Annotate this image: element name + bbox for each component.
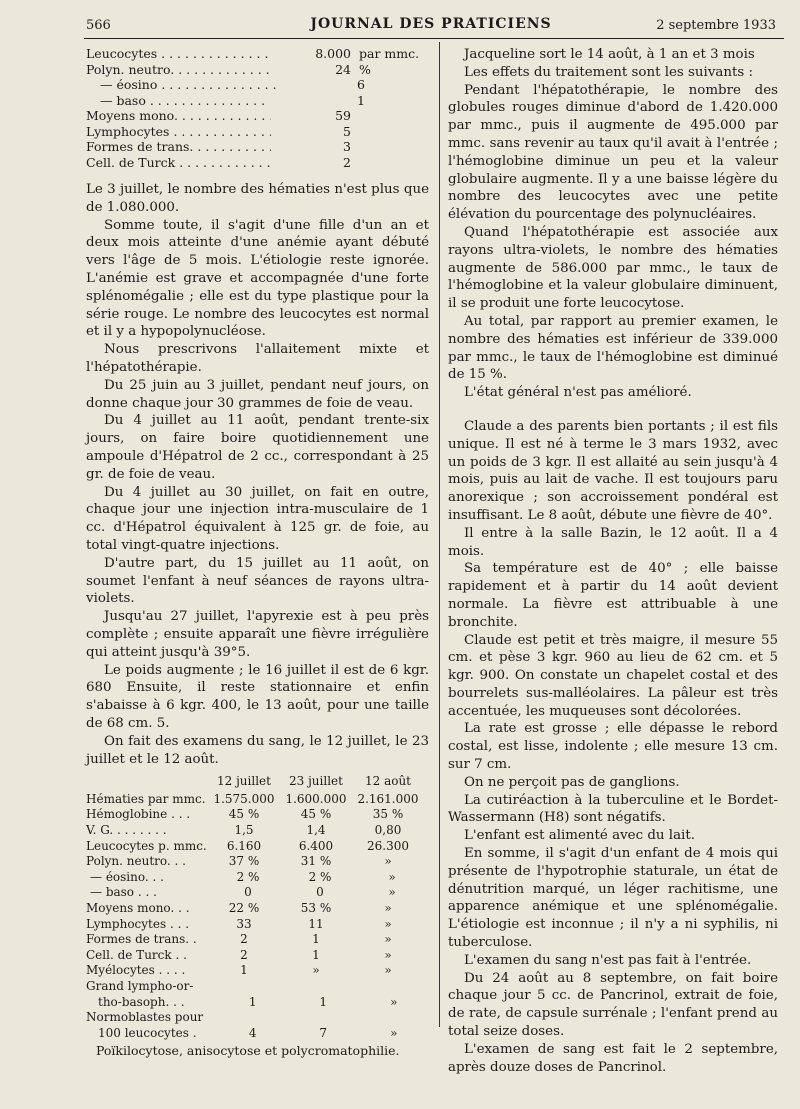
section-gap [448, 402, 778, 418]
column-header: 23 juillet [289, 774, 343, 789]
table-row: Leucocytes p. mmc. 6.160 6.400 26.300 [86, 838, 409, 853]
table-row: Myélocytes . . . . 1 » » [86, 963, 392, 978]
table-row: Lymphocytes . . . 33 11 » [86, 916, 392, 931]
blood-exam-table [86, 774, 429, 1058]
paragraph: Le poids augmente ; le 16 juillet il est de 6 kgr. 680 Ensuite, il reste stationnaire et enfin s'abaisse à 6 kgr. 400, le 13 août, pour une taille de 68 cm. 5. [86, 662, 429, 731]
paragraph: Sa température est de 40° ; elle baisse rapidement et à partir du 14 août devient normale. La fièvre est attribuable à une bronchite. [448, 561, 778, 630]
left-column [86, 46, 429, 1058]
paragraph: On fait des examens du sang, le 12 juillet, le 23 juillet et le 12 août. [86, 733, 429, 767]
paragraph: La rate est grosse ; elle dépasse le rebord costal, est lisse, indolente ; elle mesure 13 cm. sur 7 cm. [448, 721, 778, 773]
paragraph: Quand l'hépatothérapie est associée aux rayons ultra-violets, le nombre des hématies augmente de 586.000 par mmc., le taux de l'hémoglobine et la valeur globulaire diminuent, il se produit une forte leucocytose. [448, 224, 778, 312]
paragraph: Du 4 juillet au 11 août, pendant trente-six jours, on faire boire quotidiennement une ampoule d'Hépatrol de 2 cc., correspondant à 25 gr. de foie de veau. [86, 413, 429, 482]
paragraph: En somme, il s'agit d'un enfant de 4 mois qui présente de l'hypotrophie staturale, un état de dénutrition marqué, un léger rachitisme, une apparence anémique et une splénomégalie. L'étiologie est inconnue ; il n'y a ni syphilis, ni tuberculose. [448, 846, 778, 951]
table-row: Hématies par mmc. 1.575.000 1.600.000 2.161.000 [86, 791, 419, 806]
paragraph: L'examen de sang est fait le 2 septembre, après douze doses de Pancrinol. [448, 1041, 778, 1075]
table-row: Cell. de Turck . . . 2 [86, 155, 429, 171]
table-row: — éosino . . . 6 [86, 77, 429, 93]
table-row: Polyn. neutro. . . . 24 % [86, 62, 429, 78]
paragraph: La cutiréaction à la tuberculine et le Bordet-Wassermann (H8) sont négatifs. [448, 792, 778, 826]
table-row: — baso . . . 1 [86, 93, 429, 109]
table-row: Formes de trans. . 2 1 » [86, 932, 392, 947]
column-header: 12 août [364, 774, 411, 789]
table-row: Lymphocytes . . . 5 [86, 124, 429, 140]
table-row: Leucocytes . . . 8.000 par mmc. [86, 46, 429, 62]
table-row: Moyens mono. . . . 59 [86, 108, 429, 124]
table-row: 100 leucocytes . 4 7 » [98, 1025, 398, 1040]
paragraph: Somme toute, il s'agit d'une fille d'un an et deux mois atteinte d'une anémie ayant débuté vers l'âge de 5 mois. L'étiologie reste ignorée. L'anémie est grave et accompagnée d'une forte splénomégalie ; elle est du type plastique pour la série rouge. Le nombre des leucocytes est normal et il y a hypopolynucléose. [86, 217, 429, 340]
paragraph: L'enfant est alimenté avec du lait. [464, 828, 695, 844]
table-row: Moyens mono. . . 22 % 53 % » [86, 901, 392, 916]
table-row: Polyn. neutro. . . 37 % 31 % » [86, 854, 392, 869]
paragraph: Claude est petit et très maigre, il mesure 55 cm. et pèse 3 kgr. 960 au lieu de 62 cm. et 5 kgr. 900. On constate un chapelet costal et des bourrelets sus-malléolaires. La pâleur est très accentuée, les muqueuses sont décolorées. [448, 632, 778, 719]
page-number: 566 [86, 18, 111, 33]
paragraph: Il entre à la salle Bazin, le 12 août. Il a 4 mois. [448, 525, 778, 559]
paragraph: Jusqu'au 27 juillet, l'apyrexie est à peu près complète ; ensuite apparaît une fièvre irrégulière qui atteint jusqu'à 39°5. [86, 609, 429, 660]
paragraph: Du 4 juillet au 30 juillet, on fait en outre, chaque jour une injection intra-musculaire de 1 cc. d'Hépatrol équivalent à 125 gr. de foie, au total vingt-quatre injections. [86, 484, 429, 553]
paragraph: Au total, par rapport au premier examen, le nombre des hématies est inférieur de 339.000 par mmc., le taux de l'hémoglobine est diminué de 15 %. [448, 313, 778, 383]
table-row: V. G. . . . . . . . 1,5 1,4 0,80 [86, 823, 402, 838]
paragraph: Les effets du traitement sont les suivants : [464, 64, 754, 80]
table-footnote: Poïkilocytose, anisocytose et polycromatophilie. [96, 1043, 400, 1059]
right-column [448, 46, 778, 1076]
header-rule [84, 38, 784, 39]
journal-title: JOURNAL DES PRATICIENS [310, 16, 552, 32]
table-row: Formes de trans. . . . 3 [86, 139, 429, 155]
table-row: Grand lympho-or- [86, 979, 194, 994]
paragraph: Le 3 juillet, le nombre des hématies n'est plus que de 1.080.000. [86, 182, 429, 215]
table-header-row [86, 774, 429, 792]
paragraph: On ne perçoit pas de ganglions. [464, 774, 680, 790]
paragraph: Nous prescrivons l'allaitement mixte et l'hépatothérapie. [86, 342, 429, 375]
paragraph: L'état général n'est pas amélioré. [464, 385, 692, 401]
column-header: 12 juillet [217, 774, 271, 789]
paragraph: Pendant l'hépatothérapie, le nombre des globules rouges diminue d'abord de 1.420.000 par mmc., puis il augmente de 495.000 par mmc. sans revenir au taux qu'il avait à l'entrée ; l'hémoglobine diminue un peu et la valeur globulaire augmente. Il y a une baisse légère du nombre des leucocytes avec une petite élévation du pourcentage des polynucléaires. [448, 82, 778, 223]
paragraph: D'autre part, du 15 juillet au 11 août, on soumet l'enfant à neuf séances de rayons ultra-violets. [86, 555, 429, 607]
table-row: Cell. de Turck . . 2 1 » [86, 947, 392, 962]
paragraph: Du 24 août au 8 septembre, on fait boire chaque jour 5 cc. de Pancrinol, extrait de foie, de rate, de capsule surrénale ; l'enfant prend au total seize doses. [448, 970, 778, 1040]
issue-date: 2 septembre 1933 [656, 18, 776, 33]
paragraph: Du 25 juin au 3 juillet, pendant neuf jours, on donne chaque jour 30 grammes de foie de veau. [86, 377, 429, 411]
blood-count-table-initial [86, 46, 429, 170]
paragraph: L'examen du sang n'est pas fait à l'entrée. [464, 952, 752, 968]
column-divider [439, 42, 440, 1027]
table-row: — éosino. . . 2 % 2 % » [90, 869, 396, 884]
paragraph: Claude a des parents bien portants ; il est fils unique. Il est né à terme le 3 mars 1932, avec un poids de 3 kgr. Il est allaité au sein jusqu'à 4 mois, puis au lait de vache. Il est toujours paru anorexique ; son accroissement pondéral est insuffisant. Le 8 août, débute une fièvre de 40°. [448, 418, 778, 523]
table-row: Normoblastes pour [86, 1010, 204, 1025]
paragraph: Jacqueline sort le 14 août, à 1 an et 3 mois [464, 47, 755, 62]
page-header [86, 14, 776, 36]
table-row: tho-basoph. . . 1 1 » [98, 994, 398, 1009]
table-row: — baso . . . 0 0 » [90, 885, 396, 900]
table-row: Hémoglobine . . . 45 % 45 % 35 % [86, 807, 404, 822]
